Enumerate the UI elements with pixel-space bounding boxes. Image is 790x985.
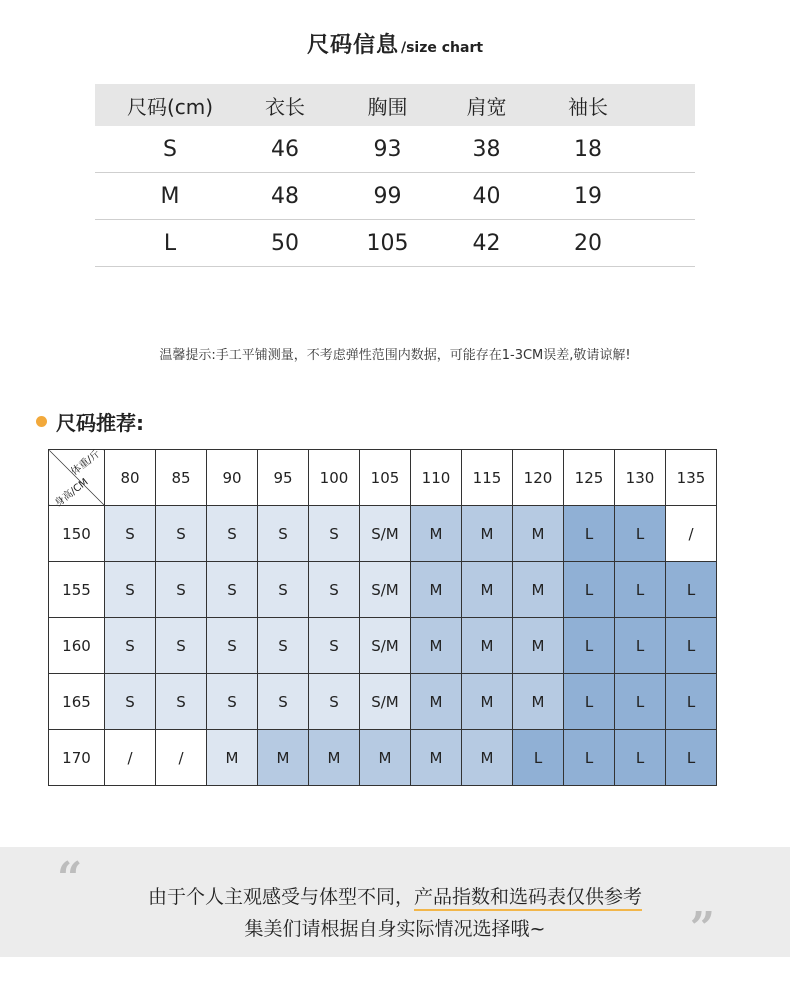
size-cell: L bbox=[564, 618, 615, 674]
weight-header-cell: 105 bbox=[360, 450, 411, 506]
size-cell: S bbox=[207, 618, 258, 674]
size-cell: S bbox=[207, 506, 258, 562]
bullet-dot-icon bbox=[36, 416, 47, 427]
size-cell: S bbox=[105, 618, 156, 674]
recommend-heading bbox=[36, 407, 144, 436]
size-cell: M bbox=[411, 674, 462, 730]
size-measurement-table bbox=[95, 84, 695, 267]
weight-header-cell: 95 bbox=[258, 450, 309, 506]
size-cell: L bbox=[564, 730, 615, 786]
size-cell: S bbox=[309, 506, 360, 562]
size-cell: M bbox=[513, 506, 564, 562]
size-cell: / bbox=[105, 730, 156, 786]
size-cell: S bbox=[258, 674, 309, 730]
table-cell: 99 bbox=[325, 173, 450, 220]
size-cell: S bbox=[207, 674, 258, 730]
table-row bbox=[49, 506, 717, 562]
size-recommendation-grid bbox=[48, 449, 717, 786]
size-cell: S bbox=[156, 506, 207, 562]
table-row bbox=[49, 674, 717, 730]
table-cell: 46 bbox=[245, 126, 325, 173]
size-cell: L bbox=[666, 618, 717, 674]
corner-weight-label: 体重/斤 bbox=[69, 448, 103, 478]
size-cell: M bbox=[462, 562, 513, 618]
table-cell: 48 bbox=[245, 173, 325, 220]
size-cell: S bbox=[309, 674, 360, 730]
size-cell: M bbox=[462, 506, 513, 562]
size-cell: M bbox=[462, 618, 513, 674]
size-cell: L bbox=[666, 674, 717, 730]
header-spacer bbox=[653, 84, 695, 126]
header-shoulder: 肩宽 bbox=[450, 84, 523, 126]
size-cell: M bbox=[411, 506, 462, 562]
size-cell: L bbox=[666, 730, 717, 786]
size-cell: S bbox=[258, 562, 309, 618]
recommend-heading-text: 尺码推荐: bbox=[56, 411, 144, 435]
header-sleeve: 袖长 bbox=[523, 84, 653, 126]
height-header-cell: 150 bbox=[49, 506, 105, 562]
weight-header-cell: 80 bbox=[105, 450, 156, 506]
header-bust: 胸围 bbox=[325, 84, 450, 126]
grid-corner-cell bbox=[49, 448, 105, 510]
size-cell: S bbox=[309, 618, 360, 674]
table-row bbox=[95, 220, 695, 267]
size-cell: S bbox=[207, 562, 258, 618]
size-cell: L bbox=[666, 562, 717, 618]
disclaimer-panel bbox=[0, 847, 790, 957]
size-cell: M bbox=[513, 618, 564, 674]
size-cell: L bbox=[564, 562, 615, 618]
disclaimer-line-1 bbox=[0, 882, 790, 909]
table-row bbox=[49, 618, 717, 674]
table-cell: L bbox=[95, 220, 245, 267]
disclaimer-line-1a: 由于个人主观感受与体型不同， bbox=[147, 886, 414, 908]
size-cell: S bbox=[156, 562, 207, 618]
title-zh: 尺码信息 bbox=[306, 33, 399, 58]
open-quote-icon: “ bbox=[57, 853, 83, 904]
header-size: 尺码(cm) bbox=[95, 84, 245, 126]
size-cell: M bbox=[411, 730, 462, 786]
weight-header-cell: 90 bbox=[207, 450, 258, 506]
size-cell: / bbox=[666, 506, 717, 562]
table-cell: M bbox=[95, 173, 245, 220]
table-cell bbox=[653, 126, 695, 173]
table-cell: 20 bbox=[523, 220, 653, 267]
table-cell: 93 bbox=[325, 126, 450, 173]
size-cell: S bbox=[258, 618, 309, 674]
table-cell: 42 bbox=[450, 220, 523, 267]
table-cell: 50 bbox=[245, 220, 325, 267]
size-cell: / bbox=[156, 730, 207, 786]
table-cell bbox=[653, 220, 695, 267]
size-cell: S bbox=[105, 506, 156, 562]
size-cell: S/M bbox=[360, 562, 411, 618]
size-cell: S bbox=[156, 674, 207, 730]
size-cell: M bbox=[309, 730, 360, 786]
size-table-header bbox=[95, 84, 695, 126]
weight-header-cell: 85 bbox=[156, 450, 207, 506]
disclaimer-line-2: 集美们请根据自身实际情况选择哦~ bbox=[244, 918, 546, 940]
close-quote-icon: ” bbox=[689, 903, 715, 954]
measurement-tip: 温馨提示:手工平铺测量，不考虑弹性范围内数据，可能存在1-3CM误差,敬请谅解! bbox=[159, 348, 631, 363]
size-cell: S bbox=[258, 506, 309, 562]
size-cell: S/M bbox=[360, 618, 411, 674]
size-cell: S/M bbox=[360, 674, 411, 730]
size-cell: M bbox=[411, 562, 462, 618]
height-header-cell: 160 bbox=[49, 618, 105, 674]
corner-height-label: 身高/CM bbox=[52, 476, 91, 510]
size-cell: M bbox=[462, 674, 513, 730]
table-cell bbox=[653, 173, 695, 220]
size-cell: S bbox=[105, 562, 156, 618]
disclaimer-highlight: 产品指数和选码表仅供参考 bbox=[414, 886, 642, 911]
title-en: /size chart bbox=[400, 40, 484, 56]
table-row bbox=[95, 173, 695, 220]
grid-header-row bbox=[49, 450, 717, 506]
size-cell: M bbox=[513, 674, 564, 730]
weight-header-cell: 115 bbox=[462, 450, 513, 506]
weight-header-cell: 110 bbox=[411, 450, 462, 506]
table-row bbox=[49, 562, 717, 618]
size-cell: M bbox=[360, 730, 411, 786]
size-cell: L bbox=[615, 506, 666, 562]
size-cell: M bbox=[462, 730, 513, 786]
weight-header-cell: 120 bbox=[513, 450, 564, 506]
table-cell: 19 bbox=[523, 173, 653, 220]
size-cell: S bbox=[156, 618, 207, 674]
table-row bbox=[49, 730, 717, 786]
height-header-cell: 155 bbox=[49, 562, 105, 618]
size-cell: L bbox=[615, 562, 666, 618]
weight-header-cell: 130 bbox=[615, 450, 666, 506]
table-row bbox=[95, 126, 695, 173]
header-length: 衣长 bbox=[245, 84, 325, 126]
table-cell: 40 bbox=[450, 173, 523, 220]
size-cell: L bbox=[615, 618, 666, 674]
page-title bbox=[0, 28, 790, 59]
size-cell: S bbox=[105, 674, 156, 730]
weight-header-cell: 100 bbox=[309, 450, 360, 506]
size-cell: L bbox=[564, 506, 615, 562]
table-cell: 105 bbox=[325, 220, 450, 267]
table-cell: 38 bbox=[450, 126, 523, 173]
size-cell: L bbox=[564, 674, 615, 730]
table-cell: S bbox=[95, 126, 245, 173]
size-cell: M bbox=[258, 730, 309, 786]
size-cell: M bbox=[207, 730, 258, 786]
size-cell: L bbox=[615, 674, 666, 730]
size-cell: S bbox=[309, 562, 360, 618]
weight-header-cell: 125 bbox=[564, 450, 615, 506]
size-cell: L bbox=[513, 730, 564, 786]
size-cell: M bbox=[411, 618, 462, 674]
height-header-cell: 165 bbox=[49, 674, 105, 730]
weight-header-cell: 135 bbox=[666, 450, 717, 506]
height-header-cell: 170 bbox=[49, 730, 105, 786]
size-cell: L bbox=[615, 730, 666, 786]
size-cell: M bbox=[513, 562, 564, 618]
size-cell: S/M bbox=[360, 506, 411, 562]
table-cell: 18 bbox=[523, 126, 653, 173]
